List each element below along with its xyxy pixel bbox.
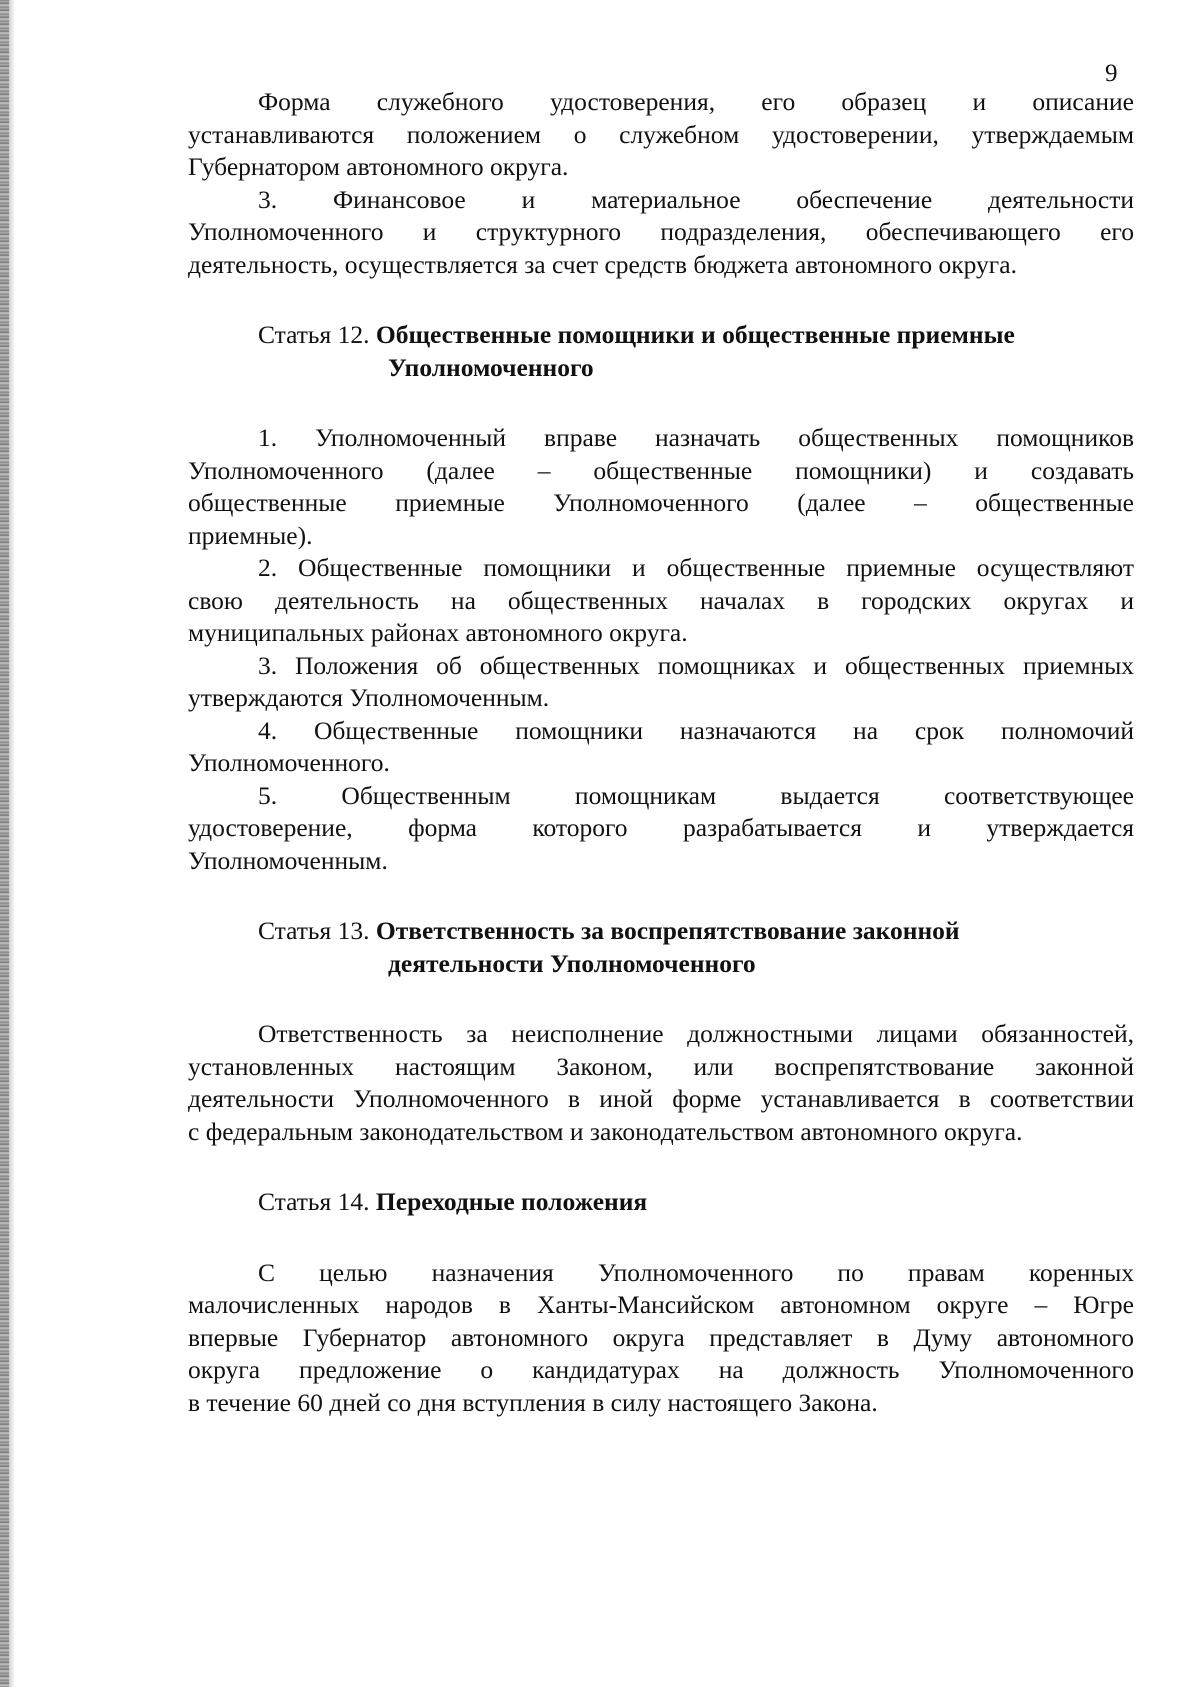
article-14-heading: [258, 1186, 1134, 1219]
document-body: [188, 86, 1134, 1419]
text-line: деятельность, осуществляется за счет средств бюджета автономного округа.: [188, 249, 1017, 279]
article-title-continued: деятельности Уполномоченного: [388, 948, 756, 978]
text-line: общественные приемные Уполномоченного (далее – общественные: [188, 488, 1134, 517]
page-number: 9: [1105, 60, 1118, 87]
text-line: 2. Общественные помощники и общественные приемные осуществляют: [258, 553, 1134, 582]
scan-edge-fade: [9, 0, 15, 1687]
article-12-item-5: [188, 780, 1134, 878]
text-line: муниципальных районах автономного округа.: [188, 618, 688, 647]
text-line: С целью назначения Уполномоченного по правам коренных: [258, 1257, 1134, 1287]
intro-paragraph: [188, 86, 1134, 184]
text-line: деятельности Уполномоченного в иной форме устанавливается в соответствии: [188, 1084, 1134, 1113]
article-title: Общественные помощники и общественные приемные: [375, 320, 1015, 349]
text-line: Уполномоченного и структурного подразделения, обеспечивающего его: [188, 217, 1134, 246]
article-title: Ответственность за воспрепятствование законной: [375, 916, 960, 945]
text-line: Форма служебного удостоверения, его образец и описание: [258, 87, 1134, 116]
text-line: в течение 60 дней со дня вступления в силу настоящего Закона.: [188, 1387, 878, 1417]
text-line: впервые Губернатор автономного округа представляет в Думу автономного: [188, 1322, 1134, 1352]
article-14-paragraph: [188, 1257, 1134, 1420]
text-line: 5. Общественным помощникам выдается соответствующее: [258, 780, 1134, 810]
text-line: 3. Финансовое и материальное обеспечение деятельности: [258, 184, 1134, 214]
article-prefix: Статья 14.: [258, 1187, 370, 1216]
text-line: устанавливаются положением о служебном удостоверении, утверждаемым: [188, 119, 1134, 149]
text-line: Уполномоченного.: [188, 748, 390, 777]
text-line: установленных настоящим Законом, или воспрепятствование законной: [188, 1051, 1134, 1081]
text-line: свою деятельность на общественных началах в городских округах и: [188, 585, 1134, 615]
article-12-heading: [258, 319, 1134, 384]
article-13-heading: [258, 915, 1134, 980]
text-line: Губернатором автономного округа.: [188, 152, 569, 181]
article-12-item-1: [188, 422, 1134, 552]
article-prefix: Статья 13.: [258, 916, 370, 945]
text-line: удостоверение, форма которого разрабатывается и утверждается: [188, 813, 1134, 842]
text-line: Ответственность за неисполнение должностными лицами обязанностей,: [258, 1019, 1134, 1048]
article-12-item-3: [188, 650, 1134, 715]
text-line: 3. Положения об общественных помощниках и общественных приемных: [258, 650, 1134, 680]
text-line: округа предложение о кандидатурах на должность Уполномоченного: [188, 1355, 1134, 1384]
article-13-paragraph: [188, 1018, 1134, 1148]
text-line: приемные).: [188, 520, 313, 550]
text-line: 1. Уполномоченный вправе назначать общественных помощников: [258, 423, 1134, 452]
text-line: 4. Общественные помощники назначаются на срок полномочий: [258, 715, 1134, 745]
text-line: малочисленных народов в Ханты-Мансийском автономном округе – Югре: [188, 1290, 1134, 1319]
text-line: Уполномоченного (далее – общественные помощники) и создавать: [188, 455, 1134, 485]
article-prefix: Статья 12.: [258, 320, 370, 349]
text-line: с федеральным законодательством и законодательством автономного округа.: [188, 1116, 1023, 1146]
text-line: Уполномоченным.: [188, 845, 388, 875]
item-3-paragraph: [188, 184, 1134, 282]
article-title: Переходные положения: [375, 1187, 648, 1216]
article-12-item-2: [188, 552, 1134, 650]
scan-edge-shadow: [0, 0, 9, 1687]
article-12-item-4: [188, 715, 1134, 780]
text-line: утверждаются Уполномоченным.: [188, 683, 550, 712]
article-title-continued: Уполномоченного: [388, 352, 594, 382]
